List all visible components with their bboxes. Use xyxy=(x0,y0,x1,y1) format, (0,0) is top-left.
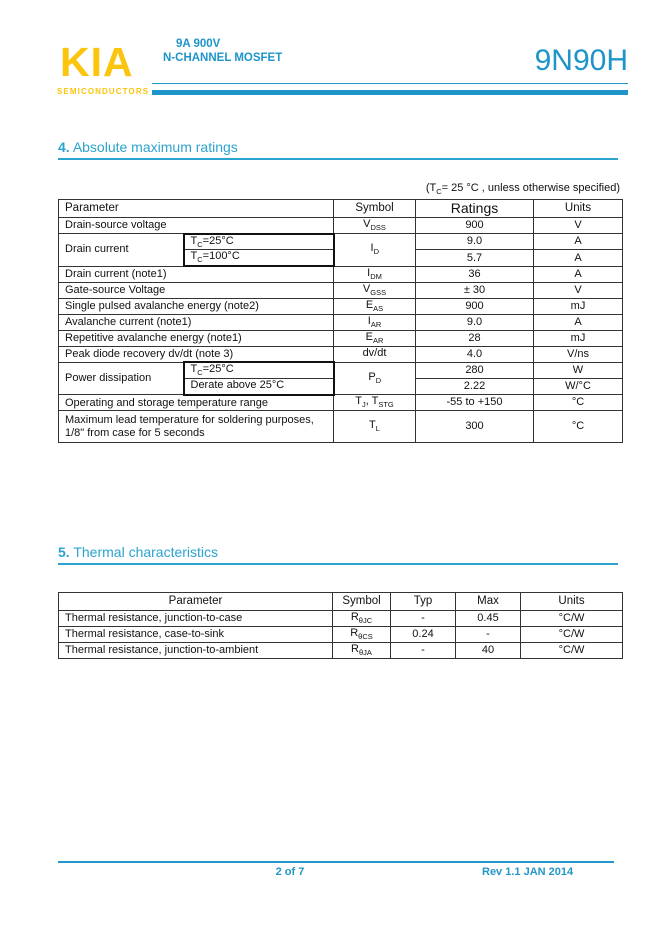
table-row xyxy=(59,395,623,411)
cell-max: 40 xyxy=(456,643,521,659)
table-header-row xyxy=(59,593,623,611)
condition-note-sub: C xyxy=(436,187,442,197)
cell-unit: mJ xyxy=(534,298,623,314)
cell-parameter: Operating and storage temperature range xyxy=(59,395,334,411)
cell-symbol: $E_{AR}$ xyxy=(334,330,416,346)
part-number: 9N90H xyxy=(534,44,628,77)
cell-typ: - xyxy=(391,643,456,659)
condition-note-pre: (T xyxy=(425,182,437,194)
table-row xyxy=(59,627,623,643)
section-4-rule xyxy=(58,158,618,160)
cell-rating: 9.0 xyxy=(416,314,534,330)
cell-symbol: $R_{\theta JC}$ xyxy=(333,611,391,627)
cell-unit: W/°C xyxy=(534,378,623,394)
cell-symbol: $R_{\theta CS}$ xyxy=(333,627,391,643)
col-units: Units xyxy=(521,593,623,611)
cell-max: - xyxy=(456,627,521,643)
cell-symbol: $T_J$, $T_{STG}$ xyxy=(334,395,416,411)
table-row xyxy=(59,298,623,314)
cell-parameter: Drain current (note1) xyxy=(59,266,334,282)
section-5-rule xyxy=(58,563,618,565)
condition-note-post: = 25 °C , unless otherwise specified) xyxy=(441,182,620,194)
table-row xyxy=(59,266,623,282)
table-row xyxy=(59,346,623,362)
table-row xyxy=(59,362,623,378)
cell-rating: 9.0 xyxy=(416,234,534,250)
condition-note xyxy=(300,182,620,196)
table-row xyxy=(59,643,623,659)
cell-symbol: $I_D$ xyxy=(334,234,416,267)
cell-parameter: Single pulsed avalanche energy (note2) xyxy=(59,298,334,314)
cell-typ: 0.24 xyxy=(391,627,456,643)
cell-unit: °C xyxy=(534,411,623,443)
cell-parameter: Repetitive avalanche energy (note1) xyxy=(59,330,334,346)
cell-unit: A xyxy=(534,314,623,330)
device-rating-line: 9A 900V xyxy=(176,38,221,50)
cell-parameter: Drain current xyxy=(59,234,184,267)
col-parameter: Parameter xyxy=(59,200,334,218)
cell-symbol: $V_{GSS}$ xyxy=(334,282,416,298)
cell-parameter: Power dissipation xyxy=(59,362,184,395)
cell-parameter: Drain-source voltage xyxy=(59,218,334,234)
cell-rating: ± 30 xyxy=(416,282,534,298)
cell-rating: -55 to +150 xyxy=(416,395,534,411)
cell-unit: °C/W xyxy=(521,627,623,643)
section-5-heading xyxy=(58,544,218,560)
cell-unit: °C xyxy=(534,395,623,411)
header-rule-thick xyxy=(152,90,628,95)
cell-rating: 900 xyxy=(416,218,534,234)
table-row xyxy=(59,411,623,443)
section-5-title: Thermal characteristics xyxy=(73,544,219,560)
col-symbol: Symbol xyxy=(333,593,391,611)
table-row xyxy=(59,234,623,250)
cell-rating: 280 xyxy=(416,362,534,378)
col-symbol: Symbol xyxy=(334,200,416,218)
cell-parameter: Peak diode recovery dv/dt (note 3) xyxy=(59,346,334,362)
logo-subtext: SEMICONDUCTORS xyxy=(57,87,150,96)
cell-unit: V xyxy=(534,282,623,298)
table-row xyxy=(59,330,623,346)
cell-condition: $T_C=25^\circ C$ xyxy=(184,362,334,378)
cell-unit: A xyxy=(534,250,623,266)
cell-unit: °C/W xyxy=(521,643,623,659)
header-rule-thin xyxy=(152,83,628,84)
cell-unit: °C/W xyxy=(521,611,623,627)
table-row xyxy=(59,282,623,298)
cell-rating: 300 xyxy=(416,411,534,443)
section-4-number: 4. xyxy=(58,139,70,155)
cell-condition: $T_C=25^\circ C$ xyxy=(184,234,334,250)
footer-rule xyxy=(58,861,614,863)
cell-parameter: Avalanche current (note1) xyxy=(59,314,334,330)
cell-rating: 4.0 xyxy=(416,346,534,362)
cell-unit: A xyxy=(534,266,623,282)
cell-symbol: $R_{\theta JA}$ xyxy=(333,643,391,659)
cell-parameter: Gate-source Voltage xyxy=(59,282,334,298)
cell-symbol: dv/dt xyxy=(334,346,416,362)
cell-parameter: Thermal resistance, junction-to-case xyxy=(59,611,333,627)
revision-label: Rev 1.1 JAN 2014 xyxy=(482,866,574,878)
thermal-characteristics-table xyxy=(58,592,623,659)
table-header-row xyxy=(59,200,623,218)
kia-logo: KIA xyxy=(60,39,134,85)
cell-rating: 28 xyxy=(416,330,534,346)
cell-symbol: $T_L$ xyxy=(334,411,416,443)
col-parameter: Parameter xyxy=(59,593,333,611)
cell-unit: A xyxy=(534,234,623,250)
cell-parameter xyxy=(59,411,334,443)
cell-typ: - xyxy=(391,611,456,627)
cell-unit: V/ns xyxy=(534,346,623,362)
device-description xyxy=(163,38,282,64)
table-row xyxy=(59,611,623,627)
cell-symbol: $E_{AS}$ xyxy=(334,298,416,314)
table-row xyxy=(59,314,623,330)
cell-rating: 36 xyxy=(416,266,534,282)
cell-max: 0.45 xyxy=(456,611,521,627)
cell-symbol: $I_{AR}$ xyxy=(334,314,416,330)
section-5-number: 5. xyxy=(58,544,70,560)
cell-unit: W xyxy=(534,362,623,378)
device-type-line: N-CHANNEL MOSFET xyxy=(163,52,283,64)
col-max: Max xyxy=(456,593,521,611)
cell-condition: $T_C=100^\circ C$ xyxy=(184,250,334,266)
parameter-line-1: Maximum lead temperature for soldering purposes, xyxy=(65,414,314,427)
cell-symbol: $I_{DM}$ xyxy=(334,266,416,282)
cell-rating: 5.7 xyxy=(416,250,534,266)
parameter-line-2: 1/8" from case for 5 seconds xyxy=(65,426,205,439)
absolute-maximum-ratings-table xyxy=(58,199,623,443)
col-units: Units xyxy=(534,200,623,218)
col-ratings: Ratings xyxy=(416,200,534,218)
section-4-heading xyxy=(58,139,238,155)
col-typ: Typ xyxy=(391,593,456,611)
section-4-title: Absolute maximum ratings xyxy=(72,139,238,155)
cell-parameter: Thermal resistance, case-to-sink xyxy=(59,627,333,643)
cell-rating: 900 xyxy=(416,298,534,314)
cell-parameter: Thermal resistance, junction-to-ambient xyxy=(59,643,333,659)
cell-unit: V xyxy=(534,218,623,234)
page-number: 2 of 7 xyxy=(275,866,305,878)
cell-condition: Derate above 25°C xyxy=(184,378,334,394)
cell-rating: 2.22 xyxy=(416,378,534,394)
cell-symbol: $P_D$ xyxy=(334,362,416,395)
table-row xyxy=(59,218,623,234)
cell-symbol: $V_{DSS}$ xyxy=(334,218,416,234)
cell-unit: mJ xyxy=(534,330,623,346)
